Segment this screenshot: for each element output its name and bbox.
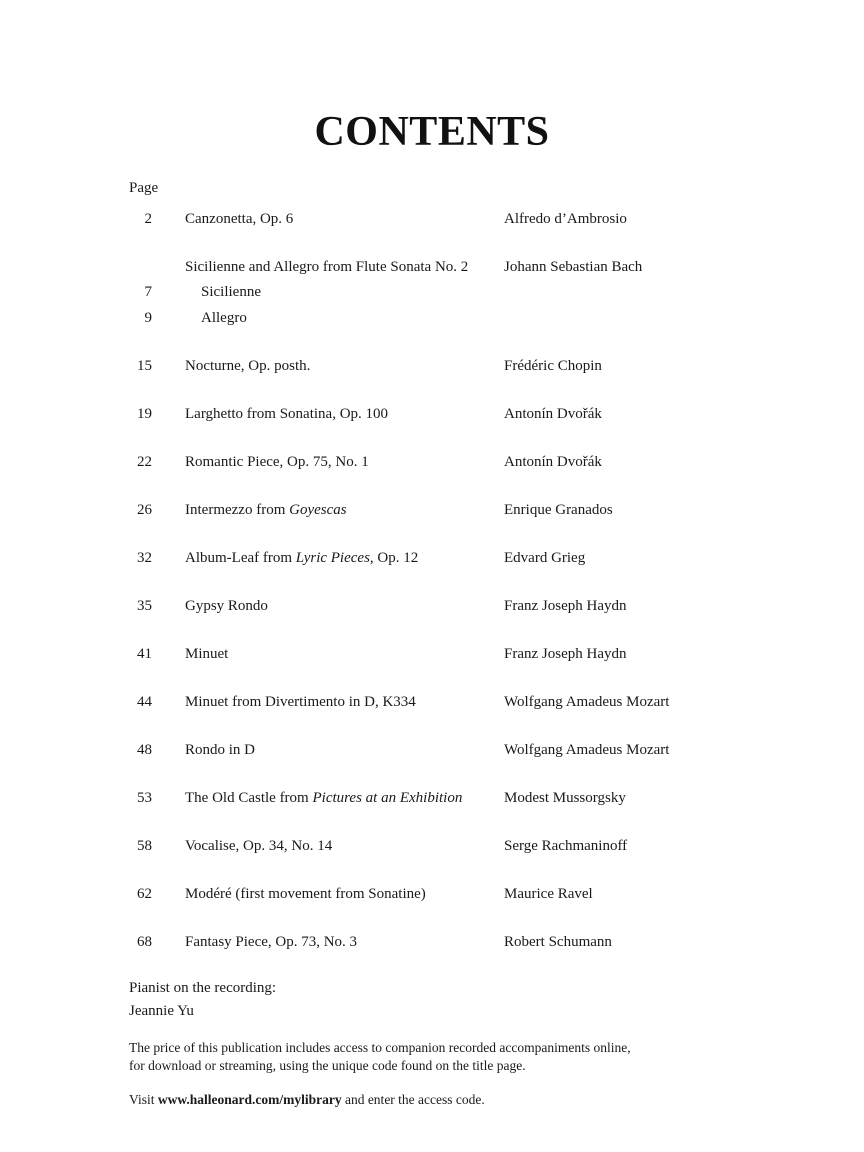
toc-piece-title: Vocalise, Op. 34, No. 14 <box>185 838 333 854</box>
toc-entry <box>0 931 864 953</box>
toc-entry <box>0 208 864 230</box>
toc-piece-title: Rondo in D <box>185 742 256 758</box>
toc-page-number: 41 <box>137 646 152 662</box>
toc-composer: Serge Rachmaninoff <box>504 838 628 854</box>
toc-movement-title: Allegro <box>201 310 247 326</box>
visit-text: and enter the access code. <box>341 1092 485 1107</box>
visit-text: Visit <box>129 1092 158 1107</box>
toc-entry <box>0 739 864 761</box>
toc-entry <box>0 281 864 303</box>
toc-page-number: 62 <box>137 886 152 902</box>
toc-composer: Modest Mussorgsky <box>504 790 626 806</box>
toc-page-number: 22 <box>137 454 152 470</box>
toc-piece-title: Minuet from Divertimento in D, K334 <box>185 694 416 710</box>
toc-entry <box>0 835 864 857</box>
toc-entry <box>0 883 864 905</box>
library-url-link[interactable]: www.halleonard.com/mylibrary <box>157 1092 342 1107</box>
toc-page-number: 15 <box>137 358 152 374</box>
toc-title-italic: Goyescas <box>289 502 347 518</box>
toc-page-number: 26 <box>137 502 152 518</box>
toc-page-number: 19 <box>137 406 152 422</box>
access-note-line-1: The price of this publication includes access to companion recorded accompaniments online, <box>129 1040 631 1055</box>
toc-composer: Enrique Granados <box>504 502 613 518</box>
toc-page-number: 2 <box>144 211 152 227</box>
toc-piece-title: Gypsy Rondo <box>185 598 268 614</box>
pianist-label: Pianist on the recording: <box>129 980 277 996</box>
toc-piece-title <box>185 787 462 809</box>
toc-piece-title <box>185 499 347 521</box>
pianist-name: Jeannie Yu <box>129 1003 194 1019</box>
toc-piece-title: Sicilienne and Allegro from Flute Sonata No. 2 <box>185 259 469 275</box>
toc-piece-title: Nocturne, Op. posth. <box>185 358 311 374</box>
toc-composer: Antonín Dvořák <box>504 454 602 470</box>
toc-entry <box>0 547 864 569</box>
toc-piece-title: Fantasy Piece, Op. 73, No. 3 <box>185 934 358 950</box>
toc-composer: Maurice Ravel <box>504 886 593 902</box>
toc-entry <box>0 403 864 425</box>
toc-composer: Wolfgang Amadeus Mozart <box>504 742 670 758</box>
toc-composer: Franz Joseph Haydn <box>504 598 627 614</box>
toc-entry <box>0 691 864 713</box>
toc-movement-title: Sicilienne <box>201 284 261 300</box>
toc-entry <box>0 643 864 665</box>
toc-page-number: 44 <box>137 694 152 710</box>
toc-composer: Frédéric Chopin <box>504 358 602 374</box>
toc-composer: Antonín Dvořák <box>504 406 602 422</box>
toc-composer: Alfredo d’Ambrosio <box>504 211 627 227</box>
toc-piece-title <box>185 547 418 569</box>
toc-title-text: , Op. 12 <box>369 550 419 566</box>
toc-composer: Wolfgang Amadeus Mozart <box>504 694 670 710</box>
toc-piece-title: Romantic Piece, Op. 75, No. 1 <box>185 454 369 470</box>
toc-title-text: Intermezzo from <box>185 502 290 518</box>
toc-page-number: 58 <box>137 838 152 854</box>
toc-composer: Edvard Grieg <box>504 550 586 566</box>
toc-title-italic: Pictures at an Exhibition <box>312 790 463 806</box>
page-title: CONTENTS <box>314 109 550 155</box>
access-note-line-2: for download or streaming, using the unique code found on the title page. <box>129 1058 526 1073</box>
toc-entry <box>0 256 864 278</box>
toc-piece-title: Modéré (first movement from Sonatine) <box>185 886 426 902</box>
toc-entry <box>0 451 864 473</box>
toc-page-number: 68 <box>137 934 152 950</box>
toc-piece-title: Canzonetta, Op. 6 <box>185 211 294 227</box>
toc-title-text: Album-Leaf from <box>185 550 296 566</box>
toc-page-number: 9 <box>144 310 152 326</box>
toc-entry <box>0 595 864 617</box>
toc-piece-title: Larghetto from Sonatina, Op. 100 <box>185 406 389 422</box>
toc-page-number: 53 <box>137 790 152 806</box>
toc-piece-title: Minuet <box>185 646 229 662</box>
toc-title-text: The Old Castle from <box>185 790 313 806</box>
toc-entry <box>0 355 864 377</box>
page-column-header: Page <box>129 180 159 196</box>
toc-page-number: 48 <box>137 742 152 758</box>
toc-composer: Robert Schumann <box>504 934 612 950</box>
toc-entry <box>0 307 864 329</box>
toc-composer: Franz Joseph Haydn <box>504 646 627 662</box>
toc-title-italic: Lyric Pieces <box>295 550 370 566</box>
toc-page-number: 35 <box>137 598 152 614</box>
toc-entry <box>0 787 864 809</box>
toc-entry <box>0 499 864 521</box>
toc-page-number: 32 <box>137 550 152 566</box>
toc-page-number: 7 <box>144 284 152 300</box>
toc-composer: Johann Sebastian Bach <box>504 259 643 275</box>
visit-instructions <box>129 1091 749 1109</box>
